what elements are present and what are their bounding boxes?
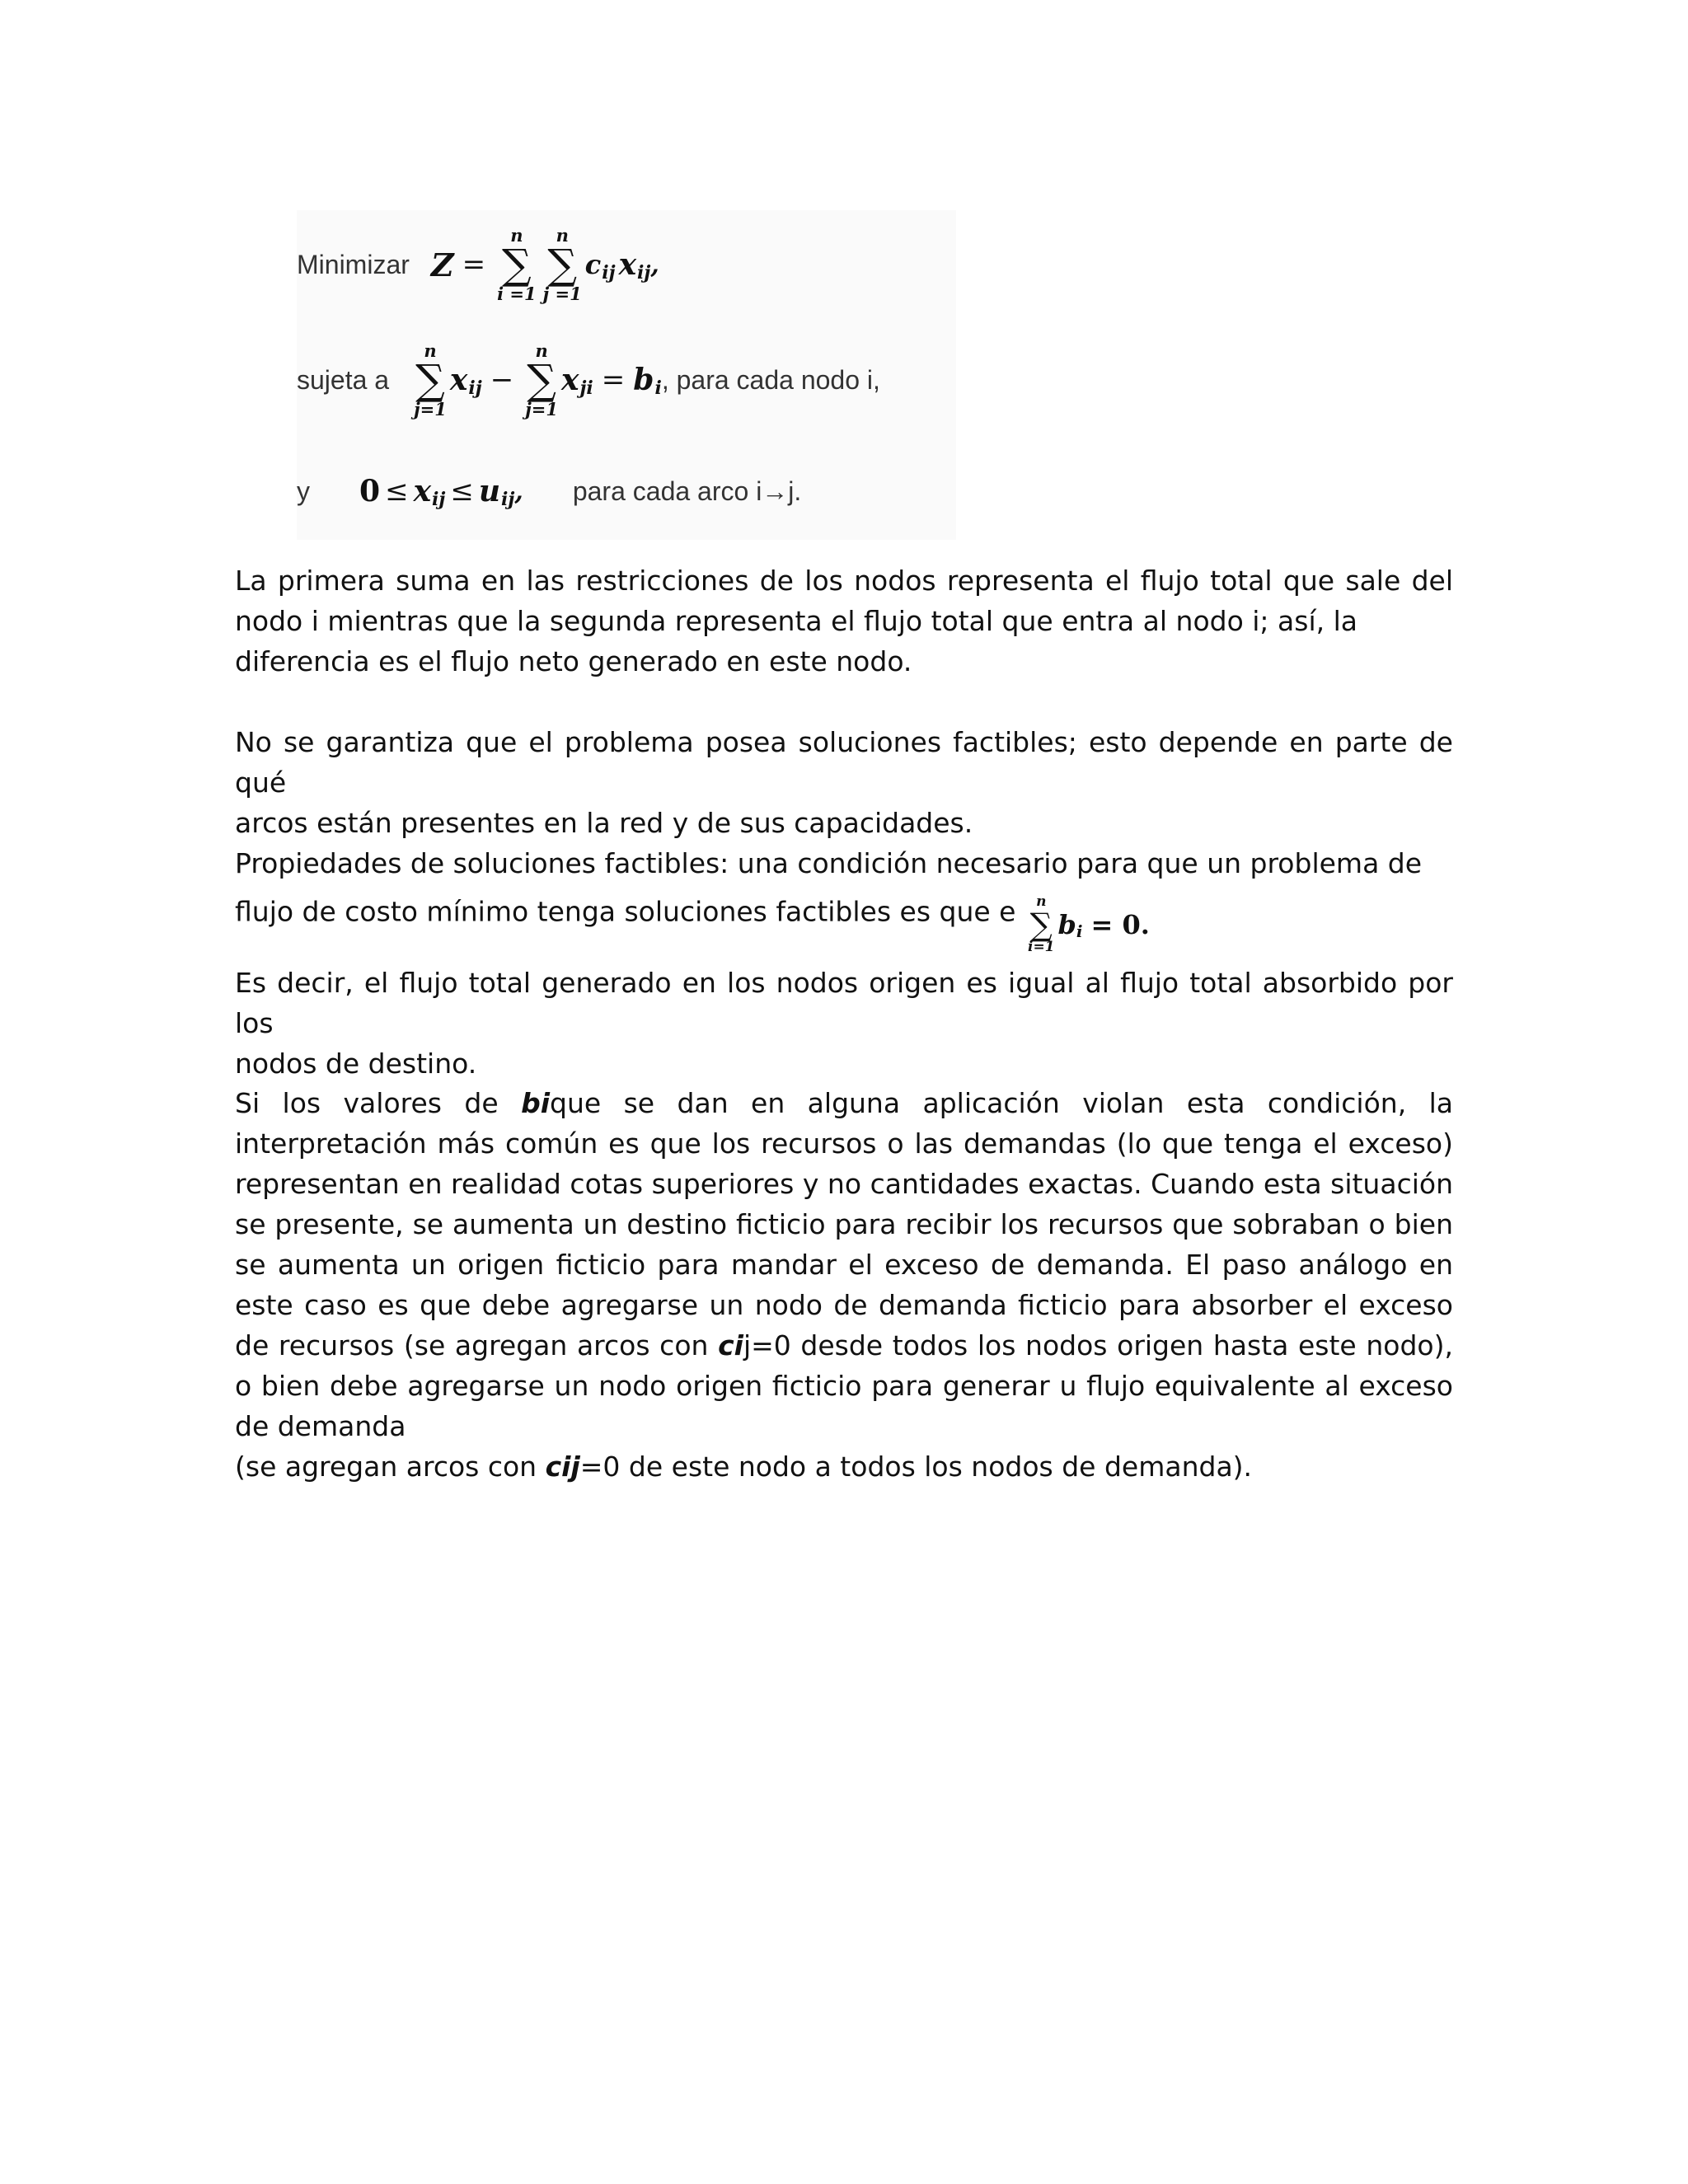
paragraph-text: =0 de este nodo a todos los nodos de demanda). [579,1451,1253,1483]
objective-formula [297,227,659,302]
equals-sign: = [601,363,626,396]
objective-label: Minimizar [297,249,410,279]
paragraph-last-line [235,1446,1453,1487]
sigma-symbol: ∑ [502,241,532,288]
supply-variable: b [1057,908,1076,940]
summation-b [1028,895,1055,954]
sum-lower-limit: j=1 [525,399,558,419]
paragraph-text: flujo de costo mínimo tenga soluciones factibles es que e [235,895,1016,928]
sum-upper-limit: n [424,340,437,361]
summation-outflow [414,342,447,418]
sigma-symbol: ∑ [547,241,578,288]
constraint-formula [297,342,880,418]
flow-subscript: ij [432,489,446,510]
constraint-label: sujeta a [297,364,390,395]
objective-variable: Z [430,246,454,284]
bounds-suffix: para cada arco i→j. [572,476,802,506]
balance-condition-formula [1025,895,1150,954]
paragraph-last-line: nodos de destino. [235,1047,477,1080]
paragraph-text: que se dan en alguna aplicación violan esta condición, la interpretación más común es que los recursos o las demandas (lo que tenga el exceso) representan en realidad cotas superiores y no cantidades exactas. Cuando esta situación se presente, se aumenta un destino ficticio para recibir los recursos que sobraban o bien se aumenta un origen ficticio para mandar el exceso de demanda. El paso análogo en este caso es que debe agregarse un nodo de demanda ficticio para absorber el exceso de recursos (se agregan arcos con [235,1087,1454,1361]
sum-upper-limit: n [510,225,523,246]
paragraph-last-line: diferencia es el flujo neto generado en este nodo. [235,645,912,677]
paragraph-body [235,1083,1453,1446]
paragraph-last-line [235,883,1453,955]
flow-subscript: ij [468,377,482,399]
supply-variable: b [633,363,654,397]
flow-variable: x [618,247,637,282]
sigma-symbol: ∑ [1029,907,1053,943]
sum-lower-limit: i =1 [497,284,537,304]
supply-subscript: i [1076,921,1083,941]
formula-block [297,210,956,540]
sigma-symbol: ∑ [415,356,445,404]
emphasis-bi: bi [521,1087,551,1119]
paragraph-total-flow [235,963,1453,1084]
emphasis-cij: cij [545,1451,580,1483]
sum-lower-limit: j =1 [542,284,582,304]
sigma-symbol: ∑ [527,356,556,404]
paragraph-text: j=0 desde todos los nodos origen hasta este nodo), o bien debe agregarse un nodo origen ficticio para generar u flujo equivalente al exceso de demanda [235,1329,1453,1442]
paragraph-text: No se garantiza que el problema posea soluciones factibles; esto depende en parte de qué [235,726,1453,799]
summation-inflow [525,342,558,418]
paragraph-last-line: arcos están presentes en la red y de sus capacidades. [235,807,973,839]
capacity-variable: u [478,474,501,509]
flow-variable: x [449,363,468,397]
constraint-suffix: , para cada nodo i, [661,364,880,395]
paragraph-text: Propiedades de soluciones factibles: una condición necesario para que un problema de [235,847,1423,879]
cost-coefficient: c [584,249,602,280]
paragraph-dummy-nodes [235,1083,1453,1487]
emphasis-ci: ci [718,1329,743,1361]
flow-subscript: ij [637,262,651,284]
trailing-comma: , [514,476,523,506]
flow-subscript: ji [579,377,593,399]
leq-sign: ≤ [385,475,409,508]
paragraph-text: La primera suma en las restricciones de los nodos representa el flujo total que sale del nodo i mientras que la segunda representa el flujo total que entra al nodo i; así, la [235,565,1453,637]
summation-i [497,227,537,302]
bounds-label: y [297,476,310,506]
cost-subscript: ij [602,262,616,284]
sum-upper-limit: n [1036,893,1047,910]
paragraph-text: Si los valores de [235,1087,522,1119]
paragraph-text: Es decir, el flujo total generado en los nodos origen es igual al flujo total absorbido por los [235,967,1453,1039]
lower-bound: 0 [359,474,381,509]
sum-upper-limit: n [556,225,569,246]
paragraph-feasible-properties [235,843,1453,955]
minus-sign: − [490,363,514,396]
flow-variable: x [413,474,432,509]
paragraph-feasibility [235,722,1453,843]
bounds-formula [297,474,801,509]
sum-upper-limit: n [535,340,548,361]
balance-rhs: = 0. [1090,908,1150,940]
flow-variable: x [561,363,579,397]
supply-subscript: i [654,377,662,399]
leq-sign: ≤ [450,475,474,508]
summation-j [543,227,582,302]
sum-lower-limit: i=1 [1027,939,1055,955]
paragraph-text: (se agregan arcos con [235,1451,546,1483]
trailing-comma: , [650,250,659,279]
sum-lower-limit: j=1 [414,399,447,419]
capacity-subscript: ij [501,489,515,510]
equals-sign: = [462,248,486,281]
paragraph-flow-explanation [235,560,1453,682]
